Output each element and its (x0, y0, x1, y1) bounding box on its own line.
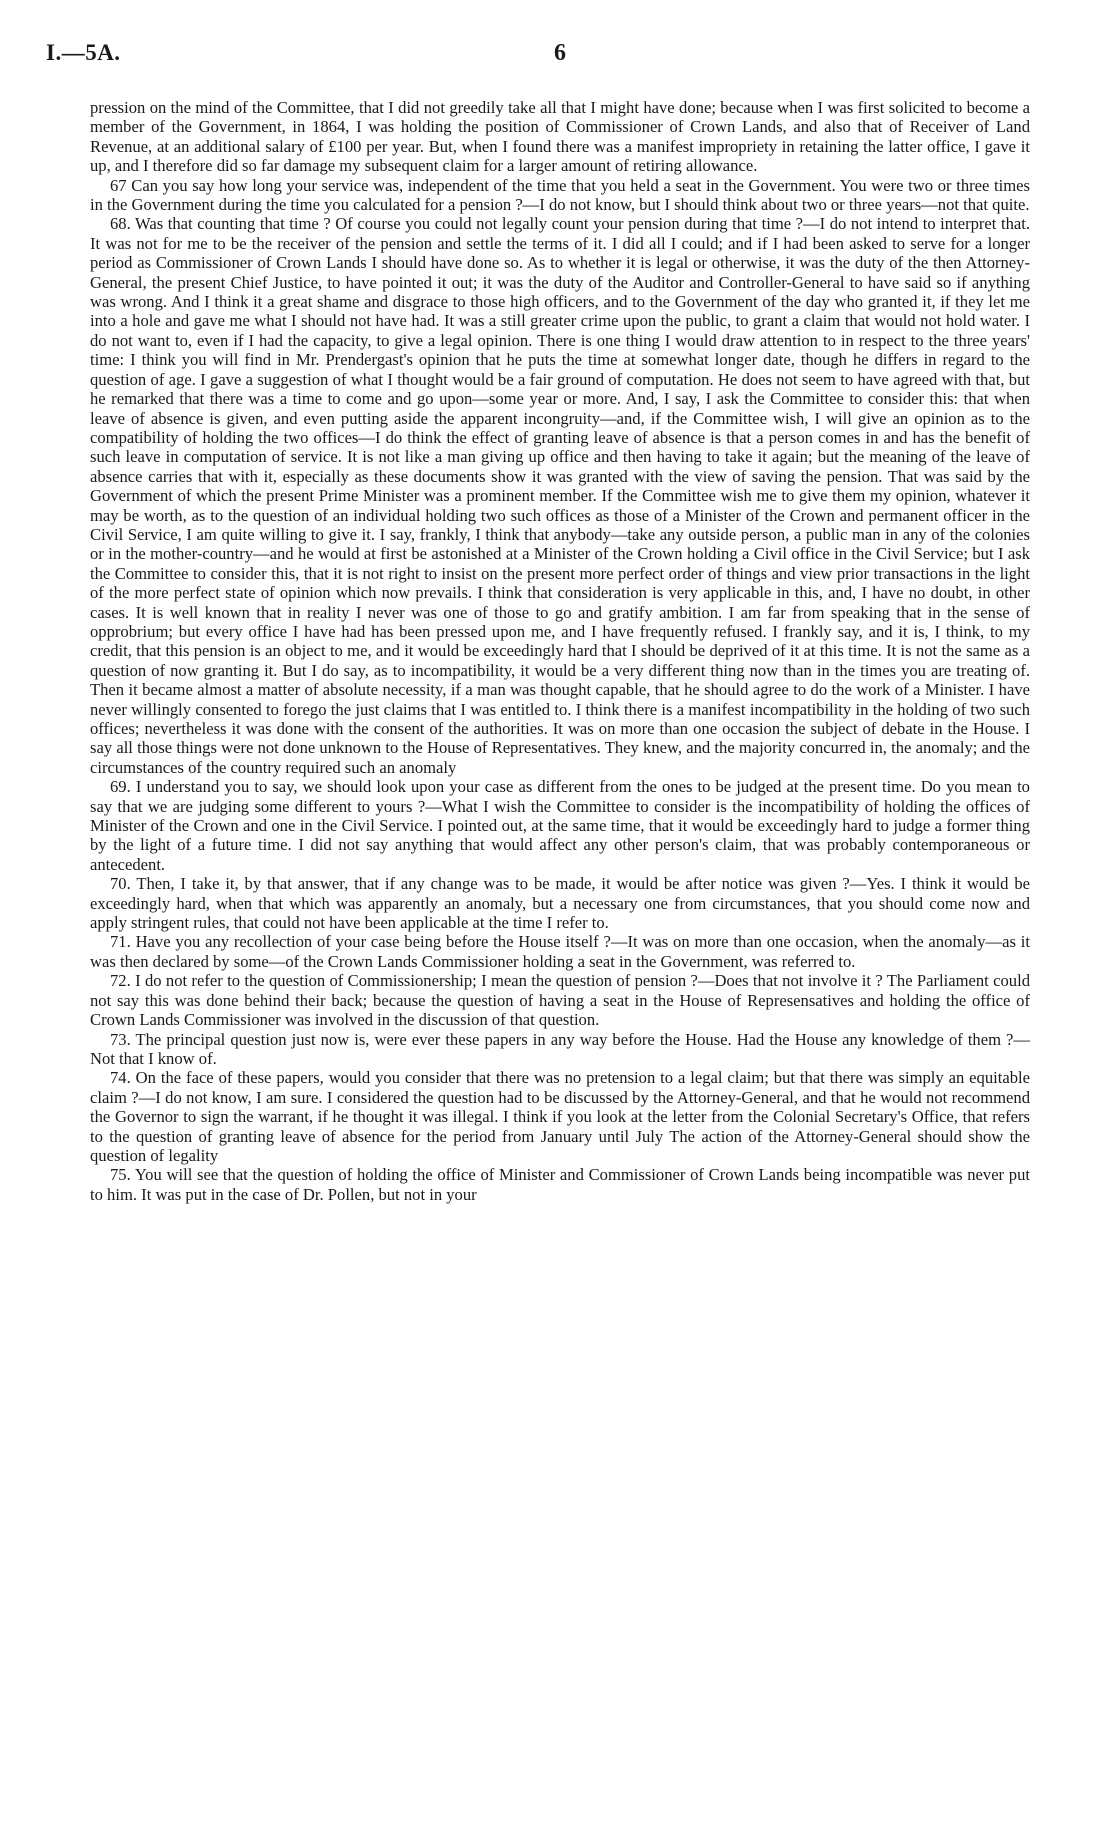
page-header (46, 40, 1046, 70)
page-number: 6 (554, 40, 566, 66)
question-number: 74. (110, 1068, 131, 1088)
paragraph-text: Was that counting that time ? Of course you could not legally count your pension during that time ?—I do not intend to interpret that. It was not for me to be the receiver of the pension and settle the terms of it. I did all I could; and if I had been asked to serve for a longer period as Commissioner of Crown Lands I should have done so. As to whether it is legal or otherwise, it was the duty of the then Attorney-General, the present Chief Justice, to have pointed it out; it was the duty of the Auditor and Controller-General to have said so if anything was wrong. And I think it a great shame and disgrace to those high officers, and to the Government of the day who granted it, if they let me into a hole and gave me what I should not have had. It was a still greater crime upon the public, to grant a claim that would not hold water. I do not want to, even if I had the capacity, to give a legal opinion. There is one thing I would draw attention to in respect to the three years' time: I think you will find in Mr. Prendergast's opinion that he puts the time at somewhat longer date, though he differs in regard to the question of age. I gave a suggestion of what I thought would be a fair ground of computation. He does not seem to have agreed with that, but he remarked that there was a time to come and go upon—some year or more. And, I say, I ask the Committee to consider this: that when leave of absence is given, and even putting aside the apparent incongruity—and, if the Committee wish, I will give an opinion as to the compatibility of holding the two offices—I do think the effect of granting leave of absence is that a person comes in and has the benefit of such leave in computation of service. It is not like a man giving up office and then having to take it again; but the meaning of the leave of absence carries that with it, especially as these documents show it was granted with the view of saving the pension. That was said by the Government of which the present Prime Minister was a prominent member. If the Committee wish me to give them my opinion, whatever it may be worth, as to the question of an individual holding two such offices as those of a Minister of the Crown and permanent officer in the Civil Service, I am quite willing to give it. I say, frankly, I think that anybody—take any outside person, a public man in any of the colonies or in the mother-country—and he would at first be astonished at a Minister of the Crown holding a Civil office in the Civil Service; but I ask the Committee to consider this, that it is not right to insist on the present more perfect order of things and view prior transactions in the light of the more perfect state of opinion which now prevails. I think that consideration is very applicable in this, and, I have no doubt, in other cases. It is well known that in reality I never was one of those to go and gratify ambition. I am far from speaking that in the sense of opprobrium; but every office I have had has been pressed upon me, and I have frequently refused. I frankly say, and it is, I think, to my credit, that this pension is an object to me, and it would be exceedingly hard that I should be deprived of it at this time. It is not the same as a question of now granting it. But I do say, as to incompatibility, it would be a very different thing now than in the times you are treating of. Then it became almost a matter of absolute necessity, if a man was thought capable, that he should agree to do the work of a Minister. I have never willingly consented to forego the just claims that I was entitled to. I think there is a manifest incompatibility in the holding of two such offices; nevertheless it was done with the consent of the authorities. It was on more than one occasion the subject of debate in the House. I say all those things were not done unknown to the House of Representatives. They knew, and the majority concurred in, the anomaly; and the circumstances of the country required such an anomaly (90, 214, 1030, 777)
question-71 (90, 932, 1030, 971)
paragraph-text: On the face of these papers, would you consider that there was no pretension to a legal claim; but that there was simply an equitable claim ?—I do not know, I am sure. I considered the question had to be discussed by the Attorney-General, and that he would not recommend the Governor to sign the warrant, if he thought it was illegal. I think if you look at the letter from the Colonial Secretary's Office, that refers to the question of granting leave of absence for the period from January until July The action of the Attorney-General should show the question of legality (90, 1068, 1031, 1165)
paragraph-text: Have you any recollection of your case being before the House itself ?—It was on more than one occasion, when the anomaly—as it was then declared by some—of the Crown Lands Commissioner holding a seat in the Government, was referred to. (90, 932, 1030, 971)
paragraph-text: You will see that the question of holding the office of Minister and Commissioner of Crown Lands being incompatible was never put to him. It was put in the case of Dr. Pollen, but not in your (90, 1165, 1030, 1204)
question-number: 69. (110, 777, 131, 797)
paragraph-continuation (90, 98, 1030, 176)
question-number: 73. (110, 1029, 131, 1049)
question-number: 75. (110, 1165, 131, 1185)
paragraph-text: pression on the mind of the Committee, that I did not greedily take all that I might have done; because when I was first solicited to become a member of the Government, in 1864, I was holding the position of Commissioner of Crown Lands, and also that of Receiver of Land Revenue, at an additional salary of £100 per year. But, when I found there was a manifest impropriety in retaining the latter office, I gave it up, and I therefore did so far damage my subsequent claim for a larger amount of retiring allowance. (90, 98, 1030, 176)
paragraph-text: I do not refer to the question of Commissionership; I mean the question of pension ?—Does that not involve it ? The Parliament could not say this was done behind their back; because the question of having a seat in the House of Represensatives and holding the office of Crown Lands Commissioner was involved in the discussion of that question. (90, 971, 1030, 1030)
question-74 (90, 1068, 1030, 1165)
question-number: 70. (110, 874, 131, 894)
question-number: 72. (110, 971, 131, 991)
question-72 (90, 971, 1030, 1029)
question-number: 67 (110, 175, 127, 195)
paragraph-text: Then, I take it, by that answer, that if any change was to be made, it would be after notice was given ?—Yes. I think it would be exceedingly hard, when that which was apparently an anomaly, but a necessary one from circumstances, that you should come now and apply stringent rules, that could not have been applicable at the time I refer to. (90, 874, 1031, 933)
question-67 (90, 176, 1030, 215)
paragraph-text: Can you say how long your service was, independent of the time that you held a seat in the Government. You were two or three times in the Government during the time you calculated for a pension ?—I do not know, but I should think about two or three years—not that quite. (90, 175, 1030, 215)
question-number: 68. (110, 214, 131, 234)
paragraph-text: I understand you to say, we should look upon your case as different from the ones to be judged at the present time. Do you mean to say that we are judging some different to yours ?—What I wish the Committee to consider is the incompatibility of holding the offices of Minister of the Crown and one in the Civil Service. I pointed out, at the same time, that it would be exceedingly hard to judge a former thing by the light of a future time. I did not say anything that would affect any other person's claim, that was probably contemporaneous or antecedent. (90, 777, 1030, 874)
question-number: 71. (110, 932, 131, 952)
question-68 (90, 214, 1030, 777)
question-69 (90, 777, 1030, 874)
question-73 (90, 1030, 1030, 1069)
question-70 (90, 874, 1030, 932)
document-body (90, 98, 1030, 1204)
paragraph-text: The principal question just now is, were ever these papers in any way before the House. Had the House any knowledge of them ?—Not that I know of. (90, 1029, 1030, 1068)
question-75 (90, 1165, 1030, 1204)
document-reference: I.—5A. (46, 40, 121, 65)
